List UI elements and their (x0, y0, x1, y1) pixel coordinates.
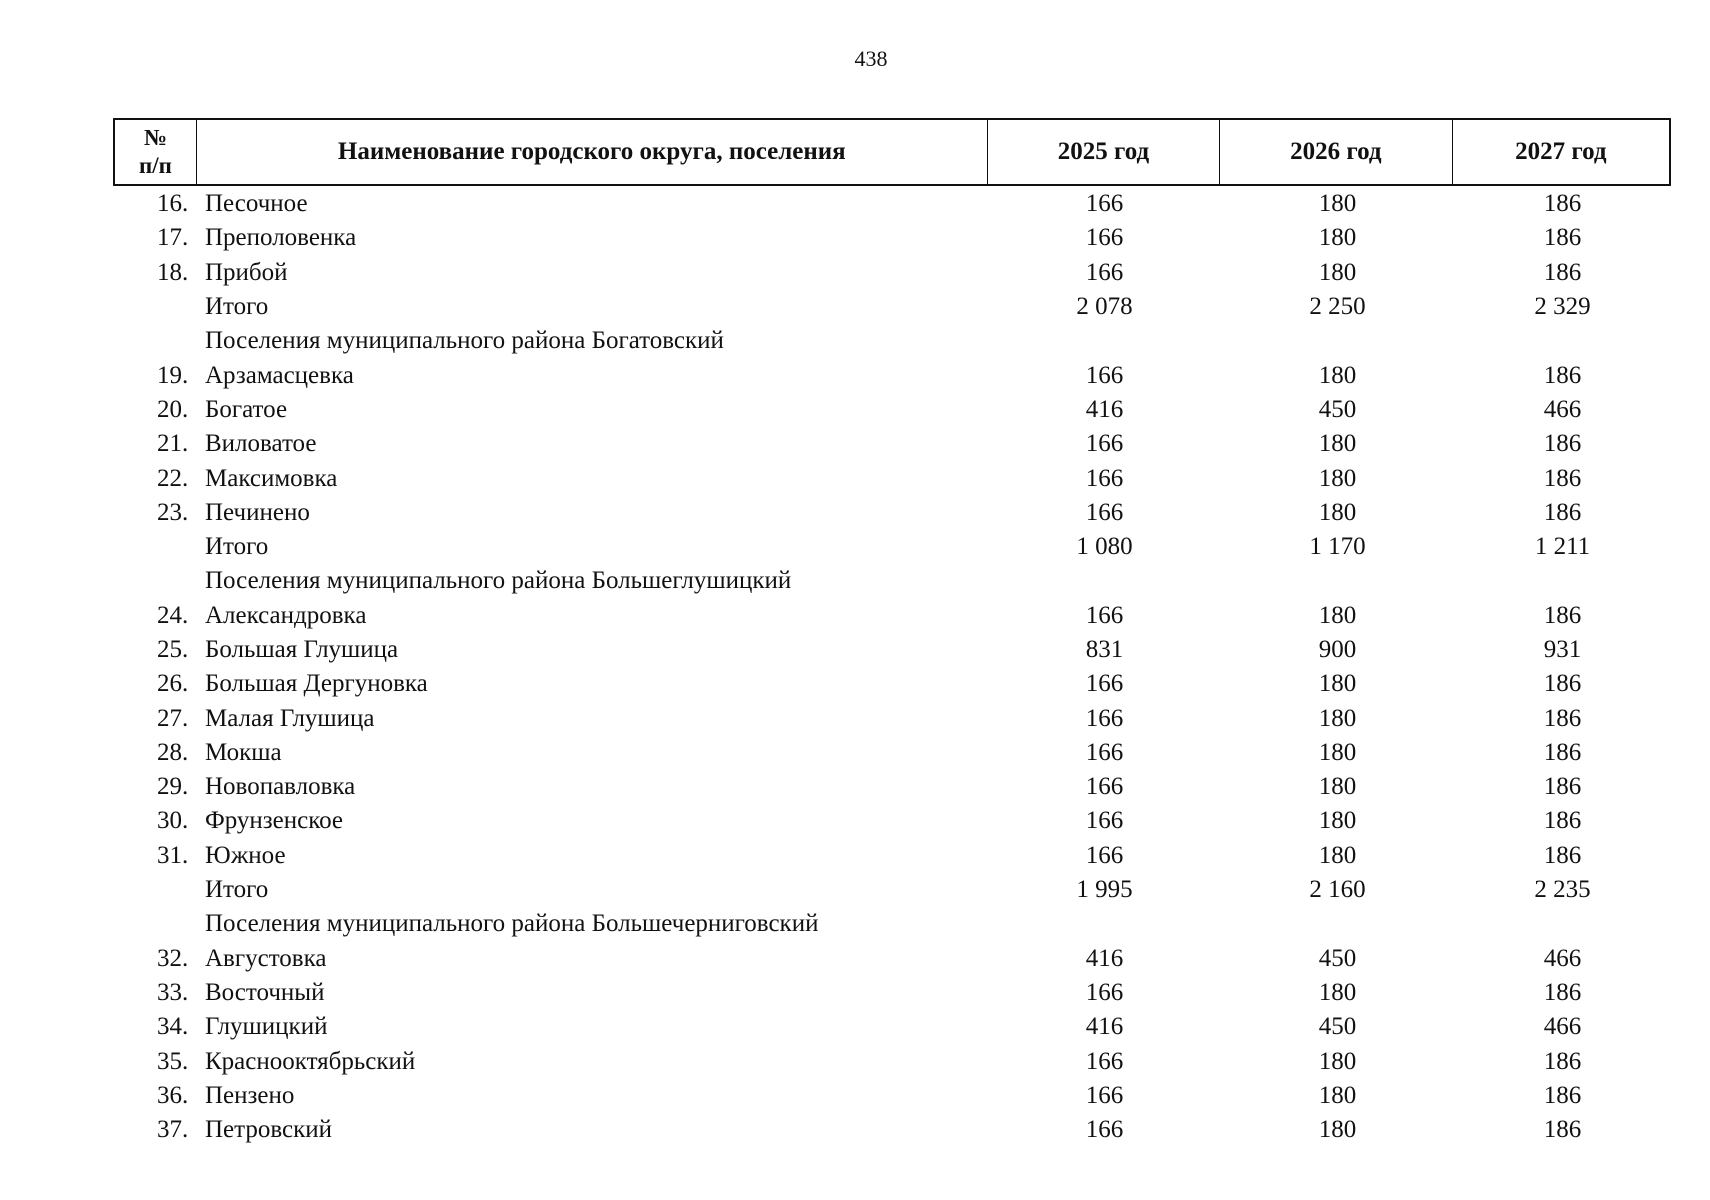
row-number-text: 17. (157, 224, 189, 252)
table-row (113, 427, 1671, 461)
row-value-2027: 186 (1543, 601, 1582, 629)
row-value-2026: 450 (1318, 1013, 1357, 1041)
row-number-text: 35. (157, 1047, 189, 1075)
table-row (113, 633, 1671, 667)
row-name: Итого (205, 293, 269, 321)
row-name: Виловатое (205, 430, 317, 458)
row-name: Арзамасцевка (205, 361, 354, 389)
row-value-2027: 1 211 (1534, 533, 1591, 561)
row-value-2027: 186 (1543, 224, 1582, 252)
table-row (113, 358, 1671, 392)
row-value-2027: 186 (1543, 773, 1582, 801)
row-value-2027: 186 (1543, 1081, 1582, 1109)
row-value-2027: 186 (1543, 704, 1582, 732)
header-2026: 2026 год (1220, 120, 1452, 184)
row-value-2025: 166 (1085, 670, 1124, 698)
row-value-2026: 450 (1318, 395, 1357, 423)
row-number (113, 705, 195, 733)
row-value-2026: 180 (1318, 704, 1357, 732)
row-number (113, 362, 195, 390)
table-row (113, 770, 1671, 804)
row-value-2026: 180 (1318, 773, 1357, 801)
row-name: Александровка (205, 601, 367, 629)
row-number (113, 1013, 195, 1041)
row-number-text: 28. (157, 738, 189, 766)
row-value-2026: 180 (1318, 807, 1357, 835)
header-number-line2: п/п (138, 153, 172, 178)
table-row (113, 907, 1671, 941)
row-number-text: 36. (157, 1081, 189, 1109)
row-value-2026: 180 (1318, 1116, 1357, 1144)
row-value-2027: 186 (1543, 841, 1582, 869)
header-number-line1: № (143, 125, 167, 150)
row-number-text: 25. (157, 636, 189, 663)
row-name: Мокша (205, 738, 282, 766)
row-name: Августовка (205, 944, 327, 972)
table-row (113, 290, 1671, 324)
row-name: Большая Глушица (205, 636, 399, 663)
row-name: Богатое (205, 395, 288, 423)
row-value-2027: 186 (1543, 1047, 1582, 1075)
row-name: Большая Дергуновка (205, 670, 428, 698)
row-number (113, 430, 195, 458)
table-header (113, 118, 1671, 186)
row-value-2027: 2 329 (1534, 293, 1591, 321)
table-row (113, 942, 1671, 976)
row-number (113, 533, 195, 561)
row-number-text: 16. (157, 190, 189, 218)
row-value-2027: 186 (1543, 430, 1582, 458)
row-value-2025: 166 (1085, 841, 1124, 869)
row-value-2027: 931 (1543, 636, 1582, 663)
row-number-text: 30. (157, 807, 189, 835)
row-value-2025: 166 (1085, 978, 1124, 1006)
row-number (113, 499, 195, 527)
row-number (113, 807, 195, 835)
row-value-2026: 180 (1318, 498, 1357, 526)
table-row (113, 187, 1671, 221)
row-number-text: 26. (157, 670, 189, 698)
row-name: Малая Глушица (205, 704, 375, 732)
table-row (113, 1010, 1671, 1044)
row-number (113, 224, 195, 252)
table-row (113, 393, 1671, 427)
row-value-2027: 186 (1543, 361, 1582, 389)
row-name: Пензено (205, 1081, 295, 1109)
table-row (113, 496, 1671, 530)
row-value-2025: 166 (1085, 773, 1124, 801)
row-name: Поселения муниципального района Большечерниговский (205, 910, 819, 938)
row-value-2025: 166 (1085, 807, 1124, 835)
row-number (113, 739, 195, 767)
row-value-2025: 831 (1085, 636, 1124, 663)
row-number-text: 22. (157, 464, 189, 492)
row-value-2026: 450 (1318, 944, 1357, 972)
row-name: Фрунзенское (205, 807, 344, 835)
row-value-2027: 186 (1543, 670, 1582, 698)
row-value-2027: 186 (1543, 807, 1582, 835)
row-value-2026: 180 (1318, 670, 1357, 698)
row-value-2026: 180 (1318, 258, 1357, 286)
row-value-2027: 2 235 (1534, 876, 1591, 904)
row-name: Максимовка (205, 464, 338, 492)
row-value-2026: 180 (1318, 601, 1357, 629)
row-value-2026: 2 160 (1309, 876, 1366, 904)
row-value-2027: 186 (1543, 738, 1582, 766)
row-value-2026: 180 (1318, 190, 1357, 218)
row-name: Печинено (205, 498, 310, 526)
row-number (113, 910, 195, 938)
row-number-text: 29. (157, 773, 189, 801)
row-number (113, 670, 195, 698)
table-row (113, 324, 1671, 358)
row-value-2025: 166 (1085, 1047, 1124, 1075)
row-number (113, 190, 195, 218)
row-value-2025: 166 (1085, 601, 1124, 629)
table-row (113, 667, 1671, 701)
row-value-2025: 166 (1085, 361, 1124, 389)
row-number-text: 18. (157, 258, 189, 286)
row-value-2025: 1 995 (1076, 876, 1133, 904)
row-value-2026: 180 (1318, 464, 1357, 492)
table-row (113, 564, 1671, 598)
row-number-text: 21. (157, 430, 189, 458)
row-number (113, 259, 195, 287)
row-number (113, 567, 195, 595)
row-value-2025: 166 (1085, 704, 1124, 732)
row-value-2027: 186 (1543, 464, 1582, 492)
row-number (113, 842, 195, 870)
row-value-2025: 166 (1085, 258, 1124, 286)
row-value-2025: 416 (1085, 395, 1124, 423)
row-value-2026: 180 (1318, 738, 1357, 766)
table-row (113, 256, 1671, 290)
row-number (113, 602, 195, 630)
row-value-2026: 180 (1318, 841, 1357, 869)
row-number-text: 24. (157, 601, 189, 629)
row-name: Восточный (205, 978, 325, 1006)
row-value-2026: 1 170 (1309, 533, 1366, 561)
row-value-2026: 2 250 (1309, 293, 1366, 321)
row-value-2026: 180 (1318, 1081, 1357, 1109)
table-row (113, 1044, 1671, 1078)
table-row (113, 736, 1671, 770)
row-value-2026: 180 (1318, 978, 1357, 1006)
row-number (113, 293, 195, 321)
row-number (113, 773, 195, 801)
row-name: Новопавловка (205, 773, 356, 801)
row-number (113, 945, 195, 973)
row-number-text: 27. (157, 704, 189, 732)
row-name: Преполовенка (205, 224, 357, 252)
row-value-2026: 180 (1318, 361, 1357, 389)
table-row (113, 701, 1671, 735)
row-number (113, 1116, 195, 1144)
row-value-2025: 416 (1085, 944, 1124, 972)
row-number (113, 876, 195, 904)
row-name: Краснооктябрьский (205, 1047, 416, 1075)
row-number (113, 979, 195, 1007)
row-value-2025: 166 (1085, 224, 1124, 252)
row-number-text: 20. (157, 395, 189, 423)
row-value-2027: 186 (1543, 1116, 1582, 1144)
row-number (113, 1082, 195, 1110)
row-value-2025: 166 (1085, 464, 1124, 492)
row-number-text: 32. (157, 944, 189, 972)
header-number (115, 120, 197, 184)
row-value-2025: 166 (1085, 1116, 1124, 1144)
row-number-text: 37. (157, 1116, 189, 1144)
row-number (113, 327, 195, 355)
table-row (113, 530, 1671, 564)
row-name: Поселения муниципального района Большеглушицкий (205, 567, 792, 595)
header-2027: 2027 год (1515, 138, 1607, 165)
row-number (113, 1048, 195, 1076)
row-value-2025: 166 (1085, 190, 1124, 218)
row-number-text: 31. (157, 841, 189, 869)
row-value-2026: 900 (1318, 636, 1357, 663)
row-value-2026: 180 (1318, 1047, 1357, 1075)
row-name: Южное (205, 841, 286, 869)
row-number (113, 465, 195, 493)
row-name: Петровский (205, 1116, 333, 1144)
row-value-2027: 186 (1543, 498, 1582, 526)
row-value-2027: 466 (1543, 395, 1582, 423)
header-2025: 2025 год (988, 120, 1220, 184)
row-value-2027: 466 (1543, 944, 1582, 972)
table-row (113, 873, 1671, 907)
row-value-2025: 2 078 (1076, 293, 1133, 321)
row-value-2027: 186 (1543, 978, 1582, 1006)
row-name: Итого (205, 876, 269, 904)
row-number-text: 19. (157, 361, 189, 389)
row-value-2025: 166 (1085, 430, 1124, 458)
table-row (113, 976, 1671, 1010)
row-value-2025: 166 (1085, 738, 1124, 766)
row-name: Прибой (205, 258, 288, 286)
table-row (113, 461, 1671, 495)
row-value-2025: 166 (1085, 498, 1124, 526)
table-row (113, 1113, 1671, 1147)
header-name: Наименование городского округа, поселения (197, 120, 988, 184)
row-number (113, 396, 195, 424)
table-row (113, 1079, 1671, 1113)
row-value-2025: 166 (1085, 1081, 1124, 1109)
row-value-2026: 180 (1318, 224, 1357, 252)
row-name: Глушицкий (205, 1013, 328, 1041)
row-value-2027: 186 (1543, 190, 1582, 218)
row-number-text: 23. (157, 498, 189, 526)
row-value-2027: 186 (1543, 258, 1582, 286)
row-value-2025: 416 (1085, 1013, 1124, 1041)
row-number-text: 34. (157, 1013, 189, 1041)
table-row (113, 221, 1671, 255)
row-name: Песочное (205, 190, 308, 218)
table-body (113, 187, 1671, 1147)
row-number (113, 636, 195, 664)
row-value-2026: 180 (1318, 430, 1357, 458)
row-name: Поселения муниципального района Богатовский (205, 327, 724, 355)
row-number-text: 33. (157, 978, 189, 1006)
row-value-2027: 466 (1543, 1013, 1582, 1041)
row-name: Итого (205, 533, 269, 561)
row-value-2025: 1 080 (1076, 533, 1133, 561)
table-row (113, 599, 1671, 633)
page-number: 438 (854, 46, 888, 71)
table-row (113, 804, 1671, 838)
table-row (113, 839, 1671, 873)
